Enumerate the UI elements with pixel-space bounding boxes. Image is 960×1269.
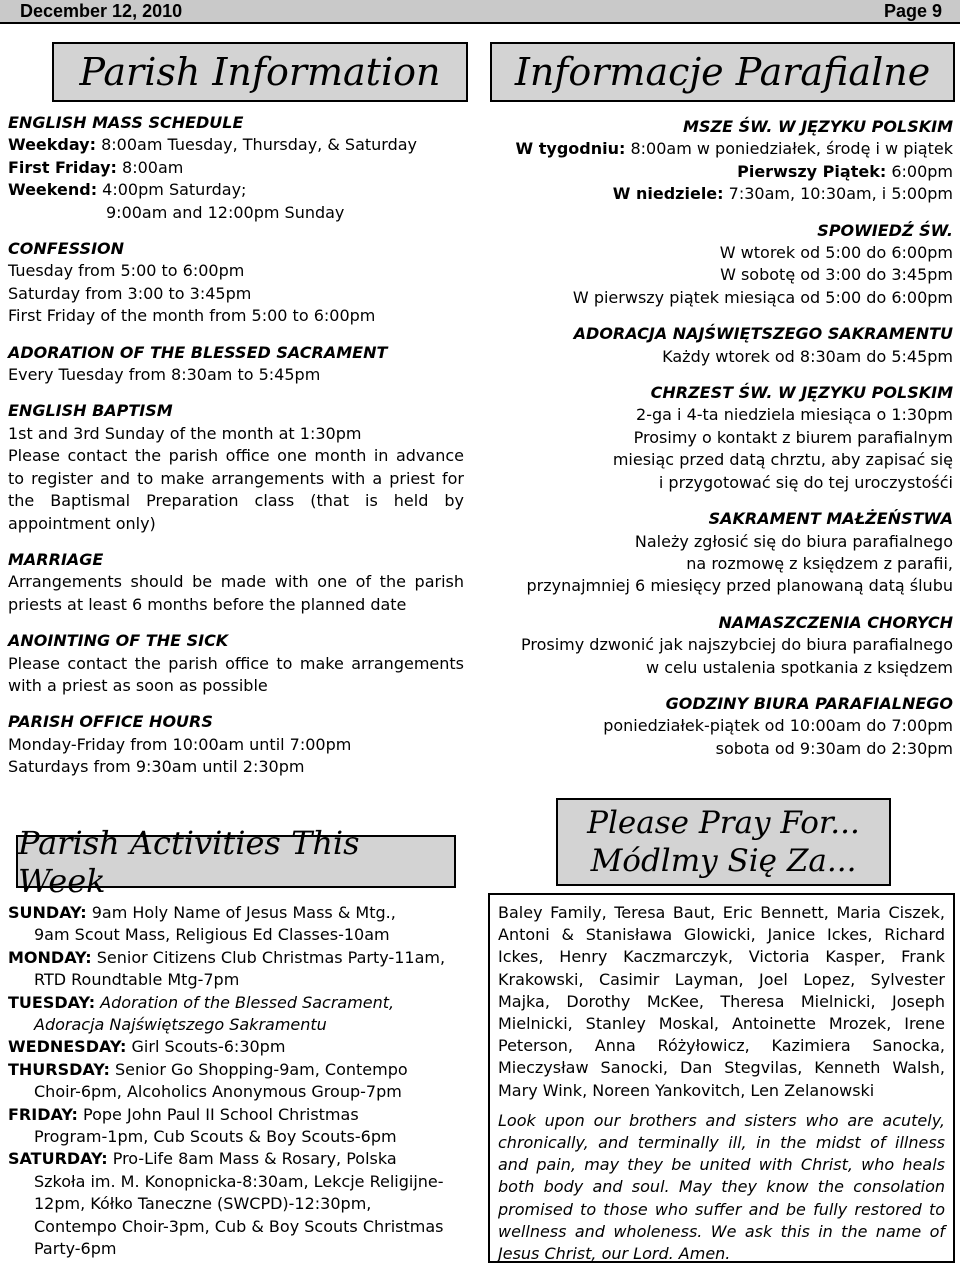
day-label: THURSDAY: [8, 1059, 110, 1079]
activity-day [8, 1148, 478, 1260]
marriage-section [8, 549, 464, 616]
day-events-continued: 12pm, Kółko Taneczne (SWCPD)-12:30pm, [34, 1194, 372, 1214]
office-hours-line: Saturdays from 9:30am until 2:30pm [8, 757, 305, 777]
informacje-parafialne-title: Informacje Parafialne [490, 42, 955, 102]
day-events-continued: Contempo Choir-3pm, Cub & Boy Scouts Christmas [34, 1216, 444, 1236]
day-events-continued: Szkoła im. M. Konopnicka-8:30am, Lekcje Religijne- [34, 1171, 444, 1191]
day-events-continued: Adoracja Najświętszego Sakramentu [34, 1015, 327, 1035]
first-friday-label: First Friday: [8, 157, 117, 177]
slub-line: przynajmniej 6 miesięcy przed planowaną datą ślubu [526, 576, 953, 596]
marriage-text: Arrangements should be made with one of the parish priests at least 6 months before the planned date [8, 572, 464, 614]
section-heading: ADORACJA NAJŚWIĘTSZEGO SAKRAMENTU [573, 324, 953, 344]
day-events: Senior Citizens Club Christmas Party-11am, [91, 947, 446, 967]
section-heading: MSZE ŚW. W JĘZYKU POLSKIM [683, 117, 953, 136]
day-events-continued: Program-1pm, Cub Scouts & Boy Scouts-6pm [34, 1127, 397, 1147]
adoracja-line: Każdy wtorek od 8:30am do 5:45pm [662, 346, 953, 366]
chrzest-line: miesiąc przed datą chrztu, aby zapisać się [612, 450, 953, 470]
slub-line: Należy zgłosić się do biura parafialnego [634, 531, 953, 551]
please-pray-title [556, 798, 891, 886]
msze-value: 7:30am, 10:30am, i 5:00pm [723, 184, 953, 204]
baptism-section [8, 400, 464, 534]
day-label: WEDNESDAY: [8, 1037, 127, 1057]
activity-day [8, 1059, 478, 1104]
prayer-names: Baley Family, Teresa Baut, Eric Bennett, Maria Ciszek, Antoni & Stanisława Glowicki, Janice Ickes, Richard Ickes, Henry Kaczmarczyk, Victoria Kasper, Frank Krakowski, Casimir Layman, Joel Lopez, Sylvester Majka, Dorothy McKee, Theresa Mielnicki, Joseph Mielnicki, Stanley Moskal, Antoinette Mrozek, Irene Peterson, Anna Różyłowicz, Kazimiera Sanocka, Mieczysław Sanocki, Dan Stegvilas, Kenneth Walsh, Mary Wink, Noreen Yankovitch, Len Zelanowski [498, 903, 945, 1100]
slub-section [492, 508, 953, 598]
chrzest-section [492, 382, 953, 494]
weekend-value-sunday: 9:00am and 12:00pm Sunday [106, 202, 345, 222]
namaszczenia-line: w celu ustalenia spotkania z księdzem [646, 657, 953, 677]
anointing-text: Please contact the parish office to make arrangements with a priest as soon as possible [8, 653, 464, 695]
spowiedz-section [492, 220, 953, 310]
adoracja-section [492, 323, 953, 368]
day-events: Pro-Life 8am Mass & Rosary, Polska [107, 1149, 397, 1169]
chrzest-line: 2-ga i 4-ta niedziela miesiąca o 1:30pm [636, 405, 953, 425]
day-label: FRIDAY: [8, 1104, 78, 1124]
section-heading: ADORATION OF THE BLESSED SACRAMENT [8, 342, 388, 362]
section-heading: ANOINTING OF THE SICK [8, 631, 229, 651]
confession-section [8, 238, 464, 328]
day-events: Pope John Paul II School Christmas [77, 1104, 359, 1124]
msze-section [492, 116, 953, 206]
biuro-line: sobota od 9:30am do 2:30pm [715, 738, 953, 758]
day-events: Senior Go Shopping-9am, Contempo [109, 1059, 408, 1079]
modlmy-sie-line: Módlmy Się Za... [590, 843, 857, 879]
activity-day [8, 902, 478, 947]
confession-line: Tuesday from 5:00 to 6:00pm [8, 261, 245, 281]
section-heading: GODZINY BIURA PARAFIALNEGO [665, 693, 953, 713]
section-heading: ENGLISH BAPTISM [8, 401, 173, 421]
day-label: SATURDAY: [8, 1149, 108, 1169]
activity-day [8, 992, 478, 1037]
baptism-line: 1st and 3rd Sunday of the month at 1:30pm [8, 423, 362, 443]
spowiedz-line: W pierwszy piątek miesiąca od 5:00 do 6:00pm [572, 287, 953, 307]
page-header [0, 0, 960, 24]
section-heading: MARRIAGE [8, 549, 104, 569]
msze-label: W tygodniu: [515, 139, 626, 159]
chrzest-line: Prosimy o kontakt z biurem parafialnym [633, 427, 953, 447]
anointing-section [8, 630, 464, 697]
day-label: TUESDAY: [8, 992, 96, 1012]
office-hours-section [8, 711, 464, 778]
confession-line: Saturday from 3:00 to 3:45pm [8, 283, 252, 303]
parish-information-column [8, 112, 464, 779]
day-events: Girl Scouts-6:30pm [126, 1037, 286, 1057]
prayer-list-box [488, 893, 955, 1263]
section-heading: SPOWIEDŹ ŚW. [817, 220, 953, 240]
mass-schedule-section [8, 112, 464, 224]
adoration-line: Every Tuesday from 8:30am to 5:45pm [8, 365, 321, 385]
weekday-value: 8:00am Tuesday, Thursday, & Saturday [96, 135, 418, 155]
spowiedz-line: W wtorek od 5:00 do 6:00pm [719, 243, 953, 263]
section-heading: CHRZEST ŚW. W JĘZYKU POLSKIM [650, 383, 953, 403]
day-events-continued: 9am Scout Mass, Religious Ed Classes-10am [34, 925, 390, 945]
day-events-continued: Choir-6pm, Alcoholics Anonymous Group-7pm [34, 1082, 402, 1102]
first-friday-value: 8:00am [116, 157, 184, 177]
bulletin-date: December 12, 2010 [20, 1, 183, 21]
day-events: 9am Holy Name of Jesus Mass & Mtg., [86, 903, 396, 922]
spowiedz-line: W sobotę od 3:00 do 3:45pm [720, 265, 953, 285]
msze-label: W niedziele: [612, 184, 724, 204]
activities-list [8, 902, 478, 1261]
confession-line: First Friday of the month from 5:00 to 6:00pm [8, 306, 376, 326]
baptism-text: Please contact the parish office one month in advance to register and to make arrangements with a priest for the Baptismal Preparation class (that is held by appointment only) [8, 446, 464, 533]
chrzest-line: i przygotować się do tej uroczystośći [658, 472, 953, 492]
msze-label: Pierwszy Piątek: [737, 161, 887, 181]
prayer-text: Look upon our brothers and sisters who are acutely, chronically, and terminally ill, in the midst of illness and pain, may they be united with Christ, who heals both body and soul. May they know the consolation promised to those who suffer and be fully restored to wellness and wholeness. We ask this in the name of Jesus Christ, our Lord. Amen. [498, 1110, 945, 1264]
informacje-column [492, 116, 953, 760]
biuro-section [492, 693, 953, 760]
section-heading: SAKRAMENT MAŁŻEŃSTWA [708, 509, 953, 529]
please-pray-line: Please Pray For... [587, 805, 860, 841]
weekday-label: Weekday: [8, 135, 97, 155]
section-heading: CONFESSION [8, 239, 125, 259]
office-hours-line: Monday-Friday from 10:00am until 7:00pm [8, 734, 352, 754]
activity-day [8, 1104, 478, 1149]
namaszczenia-section [492, 612, 953, 679]
day-events: Adoration of the Blessed Sacrament, [95, 992, 395, 1012]
parish-information-title: Parish Information [52, 42, 468, 102]
section-heading: ENGLISH MASS SCHEDULE [8, 113, 244, 132]
activity-day [8, 947, 478, 992]
weekend-value: 4:00pm Saturday; [97, 180, 247, 200]
slub-line: na rozmowę z księdzem z parafii, [686, 553, 953, 573]
day-events-continued: Party-6pm [34, 1239, 117, 1259]
activity-day [8, 1036, 478, 1058]
day-label: MONDAY: [8, 947, 92, 967]
day-label: SUNDAY: [8, 903, 87, 922]
namaszczenia-line: Prosimy dzwonić jak najszybciej do biura parafialnego [520, 635, 953, 655]
biuro-line: poniedziałek-piątek od 10:00am do 7:00pm [603, 716, 953, 736]
adoration-section [8, 342, 464, 387]
page-number: Page 9 [883, 1, 942, 21]
msze-value: 6:00pm [886, 161, 953, 181]
day-events-continued: RTD Roundtable Mtg-7pm [34, 970, 240, 990]
weekend-label: Weekend: [8, 180, 98, 200]
parish-activities-title: Parish Activities This Week [16, 835, 456, 888]
section-heading: PARISH OFFICE HOURS [8, 712, 213, 732]
section-heading: NAMASZCZENIA CHORYCH [718, 612, 953, 632]
msze-value: 8:00am w poniedziałek, środę i w piątek [625, 139, 953, 159]
